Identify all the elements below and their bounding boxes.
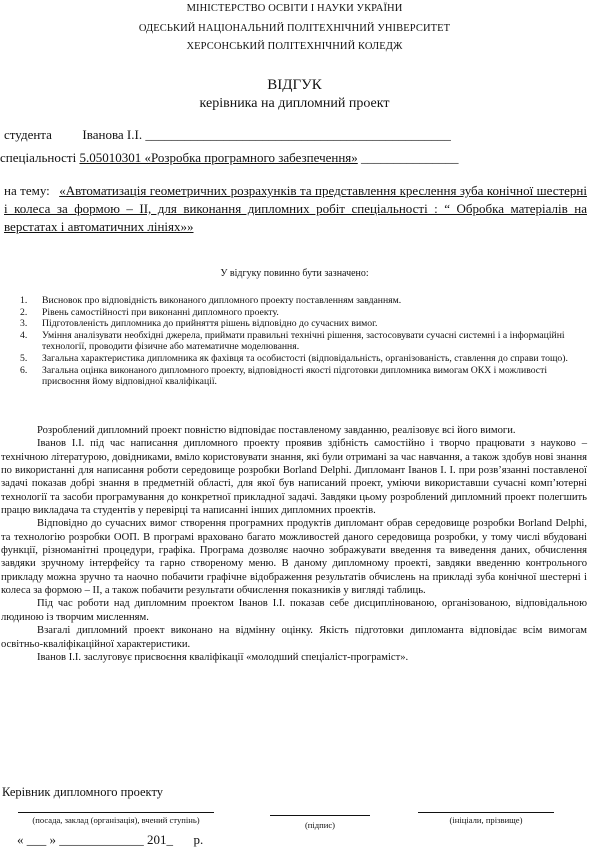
ministry-name: МІНІСТЕРСТВО ОСВІТИ І НАУКИ УКРАЇНИ [186,3,403,14]
list-item: 5. Загальна характеристика дипломника як фахівця та особистості (відповідальність, організованість, ставлення до справи тощо). [20,352,568,364]
name-caption: (ініціали, прізвище) [449,815,523,825]
list-item: 3. Підготовленість дипломника до прийняття рішень відповідно до сучасних вимог. [20,318,378,330]
college-name: ХЕРСОНСЬКИЙ ПОЛІТЕХНІЧНИЙ КОЛЕДЖ [186,41,403,52]
student-label: студента [4,127,52,142]
supervisor-label: Керівник дипломного проекту [2,785,163,799]
university-name: ОДЕСЬКИЙ НАЦІОНАЛЬНИЙ ПОЛІТЕХНІЧНИЙ УНІВЕРСИТЕТ [138,23,451,34]
student-row [4,127,451,143]
review-note-list [20,295,580,388]
date-month: _____________ [59,832,144,847]
document-title: ВІДГУК [267,77,322,93]
body-paragraph-3: Відповідно до сучасних вимог створення програмних продуктів дипломант обрав середовище розробки Borland Delphi, та технологію розробки ООП. В програмі враховано багато можливостей даного середовища розробки, у тому числі вбудовані функції, різноманітні процедури, графіка. Програма дозволяє наочно зображувати введення та виведення даних, обчислення завдяки зручному інтерфейсу та гарно створеному меню. В даному дипломному проекті, завдяки введенню контрольного прикладу можна зручно та наочно побачити графічне відображення результатів обчислень на прикладі зуба конічної шестерні і колеса за формою – ІІ, а також побачити результати обчислення показників у вигляді таблиць. [1,518,587,597]
specialty-trail: _______________ [361,150,459,165]
date-row [17,832,203,848]
date-suffix: р. [193,832,204,847]
body-paragraph-6: Іванов І.І. заслуговує присвоєння кваліфікації «молодший спеціаліст-програміст». [37,651,409,663]
review-body [1,424,587,664]
specialty-value: 5.05010301 «Розробка програмного забезпечення» [79,150,358,165]
list-item: 1. Висновок про відповідність виконаного дипломного проекту поставленням завданням. [20,295,402,306]
list-item: 2. Рівень самостійності при виконанні дипломного проекту. [20,306,279,318]
specialty-label: спеціальності [0,150,77,165]
body-paragraph-5: Взагалі дипломний проект виконано на відмінну оцінку. Якість підготовки дипломанта відповідає всім вимогам освітньо-кваліфікаційної характеристики. [1,625,587,650]
name-line [418,812,554,813]
date-year: 201_ [147,832,173,847]
student-value: Іванова І.І. _______________________________________________ [82,127,451,142]
list-item: 6. Загальна оцінка виконаного дипломного проекту, відповідності якості підготовки дипломника вимогам ОКХ і можливості присвоєння йому відповідної кваліфікації. [20,364,548,388]
topic-value: «Автоматизація геометричних розрахунків та представлення креслення зуба конічної шестерні і колеса за формою – ІІ, для виконання дипломних робіт спеціальності : “ Обробка матеріалів на верстатах і автоматичних лініях»» [4,183,588,234]
specialty-row [0,150,459,166]
topic-block [4,182,587,236]
date-day: « ___ » [17,832,56,847]
signature-line [270,815,370,816]
review-note-title: У відгуку повинно бути зазначено: [220,268,369,279]
position-caption: (посада, заклад (організація), вчений ступінь) [32,815,200,825]
signature-caption: (підпис) [304,820,336,830]
body-paragraph-4: Під час роботи над дипломним проектом Іванов І.І. показав себе дисциплінованою, організованою, відповідальною людиною із творчим мисленням. [1,598,587,623]
position-line [18,812,214,813]
document-subtitle: керівника на дипломний проект [199,96,390,111]
topic-label: на тему: [4,183,50,198]
list-item: 4. Уміння аналізувати необхідні джерела, приймати правильні технічні рішення, застосовувати сучасні системні і а інформаційні технології, проводити фізичне або математичне моделювання. [20,329,565,353]
body-paragraph-2: Іванов І.І. під час написання дипломного проекту проявив здібність самостійно і творчо працювати з науково – технічною літературою, довідниками, вміло користовувати знання, які були отримані за час навчання, а також здобув нові знання по використанні для написання роботи середовище розробки Borland Delphi. Дипломант Іванов І. І. при розв’язанні поставленої задачі показав добрі знання в предметній області, для якої був написаний проект, уміючи використавши сучасні комп’ютерні технології та засоби програмування до конкретної прикладної задачі. Завдяки цьому розроблений дипломний проект полегшить працю викладача та студентів у перевірці та написанні інших дипломних проектів. [1,438,587,517]
body-paragraph-1: Розроблений дипломний проект повністю відповідає поставленому завданню, реалізовує всі його вимоги. [37,425,516,436]
